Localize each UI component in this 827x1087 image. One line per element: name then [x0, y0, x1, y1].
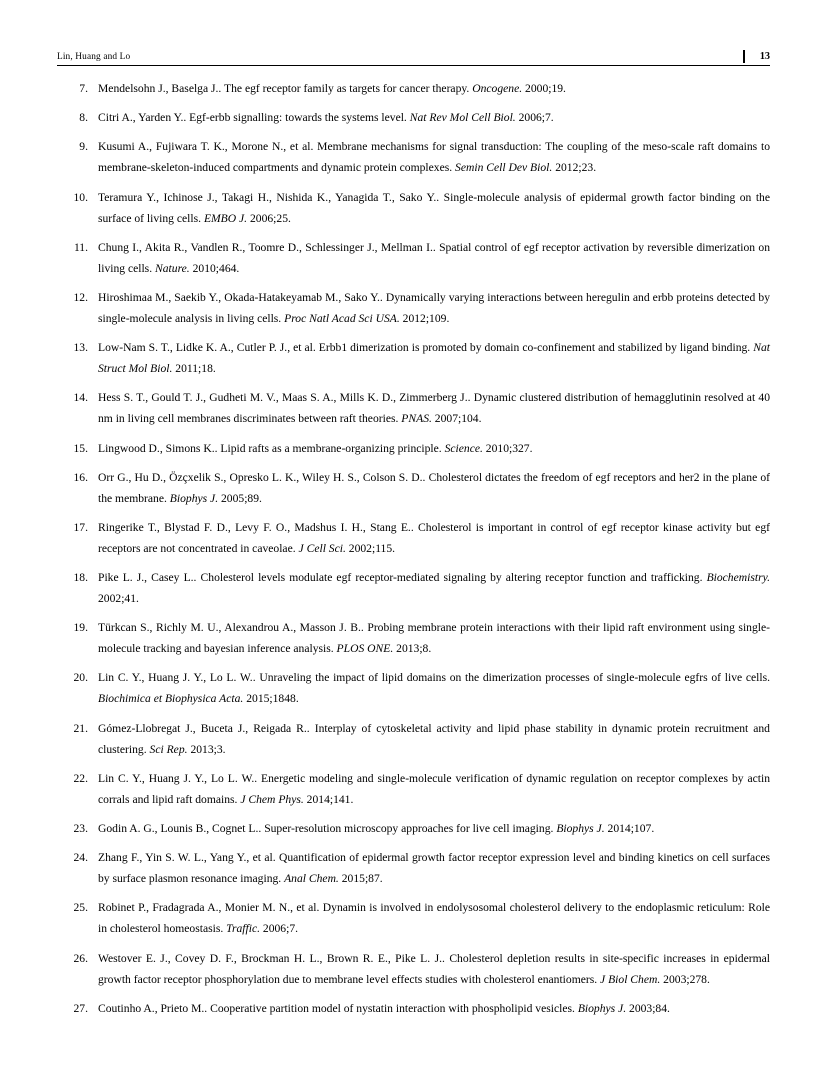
reference-year-volume: 2015;1848. — [246, 692, 299, 706]
reference-authors: Westover E. J., Covey D. F., Brockman H. L., Brown R. E., Pike L. J.. — [98, 951, 445, 965]
reference-text — [88, 617, 770, 659]
reference-item — [57, 897, 770, 939]
page-number: 13 — [759, 50, 770, 62]
reference-title: Single-molecule analysis of epidermal growth factor binding on the surface of living cells. — [98, 190, 771, 225]
reference-number: 17. — [73, 520, 88, 534]
reference-journal: Anal Chem. — [284, 872, 339, 886]
reference-authors: Teramura Y., Ichinose J., Takagi H., Nishida K., Yanagida T., Sako Y.. — [98, 190, 440, 204]
reference-text — [88, 998, 770, 1019]
reference-number: 20. — [73, 671, 88, 685]
reference-year-volume: 2003;84. — [629, 1001, 670, 1015]
reference-year-volume: 2011;18. — [175, 362, 216, 376]
reference-number: 14. — [73, 391, 88, 405]
reference-year-volume: 2002;115. — [348, 541, 396, 555]
reference-year-volume: 2007;104. — [434, 412, 482, 426]
reference-number: 13. — [73, 341, 88, 355]
reference-journal: Biochemistry. — [706, 571, 770, 585]
reference-journal: Nat Rev Mol Cell Biol. — [409, 111, 516, 125]
reference-authors: Hess S. T., Gould T. J., Gudheti M. V., Maas S. A., Mills K. D., Zimmerberg J.. — [98, 391, 471, 405]
reference-title: Cholesterol depletion results in site-specific increases in epidermal growth factor receptor phosphorylation due to membrane level effects studies with cholesterol enantiomers. — [98, 951, 770, 986]
reference-authors: Türkcan S., Richly M. U., Alexandrou A., Masson J. B.. — [98, 621, 364, 635]
reference-list — [57, 78, 770, 1027]
reference-text — [88, 237, 770, 279]
reference-title: Membrane mechanisms for signal transduction: The coupling of the meso-scale raft domains to membrane-skeleton-induced compartments and dynamic protein complexes. — [98, 140, 770, 175]
reference-text — [88, 768, 770, 810]
running-head — [57, 44, 770, 66]
reference-title: Energetic modeling and single-molecule verification of dynamic regulation on receptor complexes by actin corrals and lipid raft domains. — [98, 771, 771, 806]
reference-journal: Nature. — [155, 261, 190, 275]
reference-title: Unraveling the impact of lipid domains on the dimerization processes of single-molecule egfrs of live cells. — [259, 671, 770, 685]
reference-year-volume: 2005;89. — [221, 491, 262, 505]
reference-item — [57, 818, 770, 839]
reference-item — [57, 718, 770, 760]
reference-title: Spatial control of egf receptor activation by reversible dimerization on living cells. — [98, 240, 770, 275]
reference-journal: PLOS ONE. — [336, 642, 394, 656]
reference-number: 11. — [73, 240, 88, 254]
reference-text — [88, 897, 770, 939]
reference-year-volume: 2000;19. — [525, 82, 566, 95]
reference-journal: Sci Rep. — [149, 742, 188, 756]
reference-number: 16. — [73, 470, 88, 484]
reference-item — [57, 107, 770, 128]
reference-text — [88, 136, 770, 178]
reference-journal: EMBO J. — [203, 211, 248, 225]
reference-journal: Biophys J. — [169, 491, 219, 505]
reference-title: Cooperative partition model of nystatin interaction with phospholipid vesicles. — [210, 1001, 575, 1015]
reference-journal: Biophys J. — [577, 1001, 627, 1015]
reference-text — [88, 187, 770, 229]
reference-item — [57, 78, 770, 99]
reference-text — [88, 948, 770, 990]
reference-journal: J Chem Phys. — [240, 792, 304, 806]
reference-text — [88, 387, 770, 429]
reference-item — [57, 287, 770, 329]
reference-journal: Oncogene. — [472, 82, 523, 95]
reference-journal: Biophys J. — [556, 822, 605, 835]
reference-journal: Science. — [444, 441, 483, 455]
reference-text — [88, 467, 770, 509]
reference-title: Interplay of cytoskeletal activity and lipid phase stability in dynamic protein recruitment and clustering. — [98, 721, 770, 756]
reference-item — [57, 948, 770, 990]
reference-number: 24. — [73, 851, 88, 865]
reference-text — [88, 438, 770, 459]
reference-item — [57, 467, 770, 509]
reference-text — [88, 287, 770, 329]
running-head-page-group — [743, 49, 770, 63]
reference-text — [88, 107, 770, 128]
reference-title: Cholesterol is important in control of egf receptor kinase activity but egf receptors are not concentrated in caveolae. — [98, 520, 770, 555]
reference-year-volume: 2014;107. — [607, 822, 655, 835]
reference-authors: Hiroshimaa M., Saekib Y., Okada-Hatakeyamab M., Sako Y.. — [98, 290, 383, 304]
reference-authors: Low-Nam S. T., Lidke K. A., Cutler P. J., et al. — [98, 341, 316, 355]
reference-title: Cholesterol levels modulate egf receptor-mediated signaling by altering receptor function and trafficking. — [200, 571, 703, 585]
reference-title: The egf receptor family as targets for cancer therapy. — [224, 82, 470, 95]
reference-number: 26. — [73, 951, 88, 965]
reference-item — [57, 337, 770, 379]
reference-item — [57, 667, 770, 709]
reference-number: 7. — [79, 82, 88, 95]
reference-number: 25. — [73, 901, 88, 915]
reference-number: 18. — [73, 571, 88, 585]
reference-item — [57, 187, 770, 229]
reference-authors: Chung I., Akita R., Vandlen R., Toomre D., Schlessinger J., Mellman I.. — [98, 240, 436, 254]
reference-year-volume: 2006;7. — [518, 111, 554, 125]
header-divider-rule — [743, 50, 744, 63]
reference-year-volume: 2015;87. — [341, 872, 383, 886]
reference-title: Super-resolution microscopy approaches for live cell imaging. — [264, 822, 554, 835]
reference-number: 23. — [73, 822, 88, 835]
reference-title: Cholesterol dictates the freedom of egf receptors and her2 in the plane of the membrane. — [98, 470, 771, 505]
reference-item — [57, 136, 770, 178]
reference-title: Quantification of epidermal growth factor receptor expression level and binding kinetics on cell surfaces by surface plasmon resonance imaging. — [98, 851, 771, 886]
reference-text — [88, 78, 770, 99]
reference-text — [88, 667, 770, 709]
reference-journal: Proc Natl Acad Sci USA. — [284, 311, 400, 325]
reference-authors: Lingwood D., Simons K.. — [98, 441, 218, 455]
reference-authors: Lin C. Y., Huang J. Y., Lo L. W.. — [98, 671, 256, 685]
reference-text — [88, 847, 770, 889]
reference-journal: Traffic. — [226, 922, 260, 936]
reference-year-volume: 2006;7. — [262, 922, 299, 936]
reference-number: 10. — [73, 190, 88, 204]
reference-item — [57, 237, 770, 279]
reference-authors: Ringerike T., Blystad F. D., Levy F. O., Madshus I. H., Stang E.. — [98, 520, 414, 534]
reference-authors: Robinet P., Fradagrada A., Monier M. N., et al. — [98, 901, 320, 915]
reference-number: 22. — [73, 771, 88, 785]
reference-text — [88, 818, 770, 839]
reference-authors: Kusumi A., Fujiwara T. K., Morone N., et al. — [98, 140, 314, 154]
reference-item — [57, 438, 770, 459]
reference-item — [57, 998, 770, 1019]
reference-number: 15. — [73, 441, 88, 455]
reference-number: 21. — [73, 721, 88, 735]
reference-authors: Zhang F., Yin S. W. L., Yang Y., et al. — [98, 851, 276, 865]
running-head-authors: Lin, Huang and Lo — [57, 52, 131, 62]
reference-authors: Gómez-Llobregat J., Buceta J., Reigada R.. — [98, 721, 310, 735]
reference-authors: Orr G., Hu D., Özçxelik S., Opresko L. K., Wiley H. S., Colson S. D.. — [98, 470, 426, 484]
reference-journal: J Cell Sci. — [298, 541, 346, 555]
reference-number: 19. — [73, 621, 88, 635]
reference-year-volume: 2002;41. — [98, 592, 139, 606]
reference-item — [57, 768, 770, 810]
reference-year-volume: 2012;109. — [402, 311, 450, 325]
reference-authors: Lin C. Y., Huang J. Y., Lo L. W.. — [98, 771, 258, 785]
reference-text — [88, 517, 770, 559]
reference-year-volume: 2010;464. — [192, 261, 240, 275]
reference-item — [57, 517, 770, 559]
reference-number: 8. — [79, 111, 88, 125]
reference-text — [88, 337, 770, 379]
reference-journal: J Biol Chem. — [600, 972, 661, 986]
reference-journal: Biochimica et Biophysica Acta. — [98, 692, 244, 706]
reference-year-volume: 2014;141. — [306, 792, 354, 806]
reference-item — [57, 847, 770, 889]
reference-title: Dynamically varying interactions between heregulin and erbb proteins detected by single-molecule analysis in living cells. — [98, 290, 771, 325]
reference-authors: Coutinho A., Prieto M.. — [98, 1001, 208, 1015]
reference-authors: Pike L. J., Casey L.. — [98, 571, 197, 585]
reference-title: Probing membrane protein interactions with their lipid raft environment using single-molecule tracking and bayesian inference analysis. — [98, 621, 770, 656]
reference-title: Erbb1 dimerization is promoted by domain co-confinement and stabilized by ligand binding. — [318, 341, 751, 355]
reference-text — [88, 567, 770, 609]
reference-year-volume: 2010;327. — [485, 441, 533, 455]
reference-item — [57, 567, 770, 609]
reference-title: Dynamin is involved in endolysosomal cholesterol delivery to the endoplasmic reticulum: Role in cholesterol homeostasis. — [98, 901, 770, 936]
reference-title: Egf-erbb signalling: towards the systems level. — [189, 111, 407, 125]
reference-number: 9. — [79, 140, 88, 154]
reference-number: 27. — [73, 1001, 88, 1015]
reference-number: 12. — [73, 290, 88, 304]
reference-authors: Mendelsohn J., Baselga J.. — [98, 82, 222, 95]
reference-year-volume: 2013;8. — [396, 642, 432, 656]
reference-year-volume: 2006;25. — [249, 211, 291, 225]
reference-year-volume: 2003;278. — [663, 972, 710, 986]
reference-item — [57, 617, 770, 659]
reference-title: Lipid rafts as a membrane-organizing principle. — [220, 441, 442, 455]
reference-year-volume: 2012;23. — [555, 161, 597, 175]
reference-item — [57, 387, 770, 429]
reference-year-volume: 2013;3. — [190, 742, 226, 756]
reference-title: Dynamic clustered distribution of hemagglutinin resolved at 40 nm in living cell membranes discriminates between raft theories. — [98, 391, 770, 426]
reference-authors: Citri A., Yarden Y.. — [98, 111, 187, 125]
reference-text — [88, 718, 770, 760]
reference-journal: Semin Cell Dev Biol. — [455, 161, 553, 175]
reference-authors: Godin A. G., Lounis B., Cognet L.. — [98, 822, 262, 835]
reference-journal: PNAS. — [401, 412, 432, 426]
reference-journal: Nat Struct Mol Biol. — [98, 341, 770, 376]
